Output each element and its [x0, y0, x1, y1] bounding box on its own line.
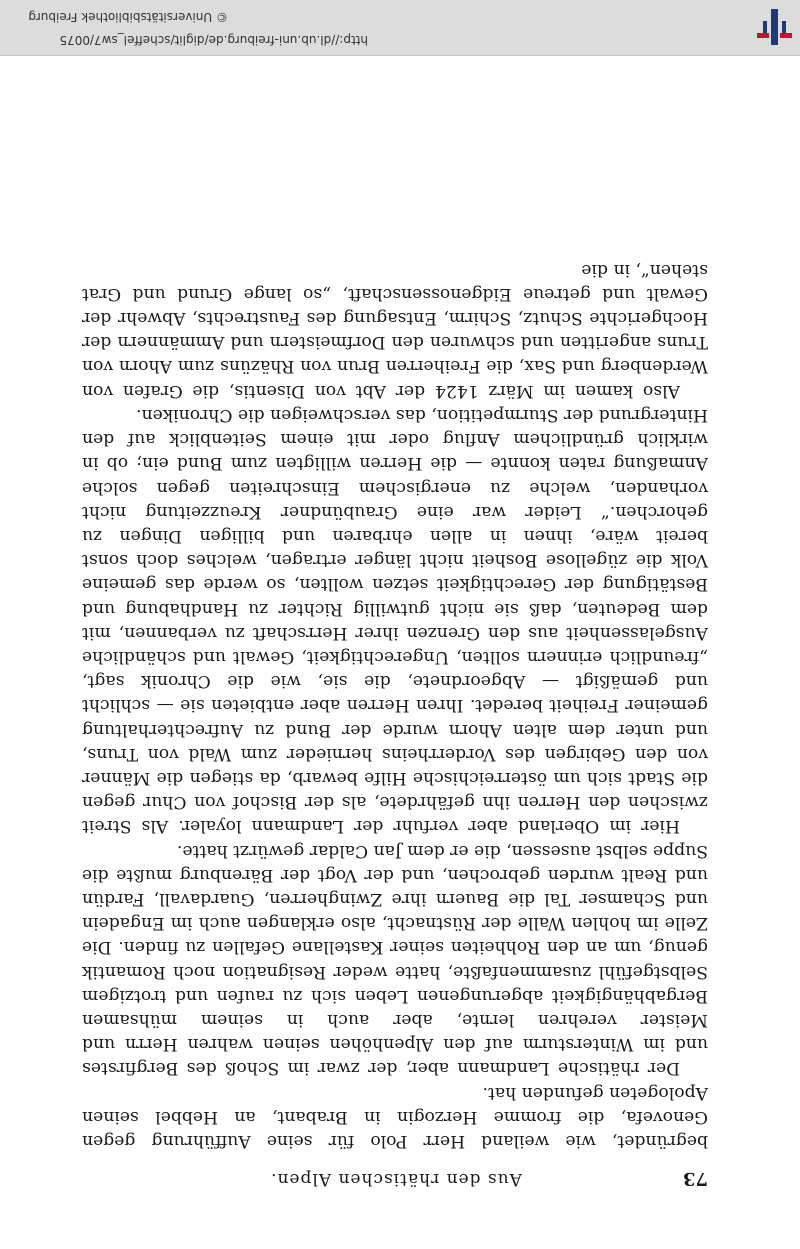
running-head — [84, 1165, 708, 1189]
copyright-notice: © Universitätsbibliothek Freiburg — [28, 10, 228, 24]
viewer-header — [0, 0, 800, 56]
running-title: Aus den rhätischen Alpen. — [270, 1169, 522, 1189]
page-number: 73 — [682, 1168, 708, 1189]
paragraph: Hier im Oberland aber verfuhr der Landmann loyaler. Als Streit zwischen den Herren ihn gefährdete, als der Bischof von Chur gegen die Stadt sich um österreichische Hilfe bewarb, da stiegen die Männer von den Gebirgen des Vorderrheins hernieder zum Wald von Truns, und unter dem alten Ahorn wurde der Bund zu Aufrechterhaltung gemeiner Freiheit beredet. Ihren Herren aber entbieten sie — schlicht und gemäßigt — Abgeordnete, die sie, wie die Chronik sagt, „freundlich erinnern sollten, Ungerechtigkeit, Gewalt und schändliche Ausgelassenheit aus den Grenzen ihrer Herrschaft zu verbannen, mit dem Bedeuten, daß sie nicht gutwillig Richter zu Handhabung und Bestätigung der Gerechtigkeit setzen wollten, so werde das gemeine Volk die zügellose Bosheit nicht länger ertragen, welches doch sonst bereit wäre, ihnen in allen ehrbaren und billigen Dingen zu gehorchen.“ Leider war eine Graubündner Kreuzzeitung nicht vorhanden, welche zu energischem Einschreiten gegen solche Anmaßung raten konnte — die Herren willigten zum Bund ein; ob in wirklich gründlichem Anflug oder mit einem Seitenblick auf den Hintergrund der Sturmpetition, das verschweigen die Chroniken. — [82, 404, 708, 837]
body-text — [82, 257, 708, 1153]
ub-freiburg-logo-icon — [752, 7, 796, 47]
paragraph: Der rhätische Landmann aber, der zwar im Schoß des Bergfirstes und im Wintersturm auf den Alpenhöhen seinen wahren Herrn und Meister verehren lernte, aber auch in seinem mühsamen Bergabhängigkeit abgerungenen Leben sich zu raufen und trotzigem Selbstgefühl zusammenfaßte, hatte weder Resignation noch Romantik genug, um an den Rohheiten seiner Kastellane Gefallen zu finden. Die Zelle im hohlen Walle der Rüstnacht, also erklangen auch im Engadein und Schamser Tal die Bauern ihre Zwingherren, Guardavall, Fardün und Realt wurden gebrochen, und der Vogt der Bärenburg mußte die Suppe selbst ausessen, die er dem Jan Caldar gewürzt hatte. — [82, 840, 708, 1079]
paragraph: begründet, wie weiland Herr Polo für seine Aufführung gegen Genovefa, die fromme Herzogin in Brabant, an Hebbel seinen Apologeten gefunden hat. — [82, 1082, 708, 1151]
paragraph: Also kamen im März 1424 der Abt von Disentis, die Grafen von Werdenberg und Sax, die Freiherren Brun von Rhäzüns zum Ahorn von Truns angeritten und schwuren den Dorfmeistern und Ammännern der Hochgerichte Schutz, Schirm, Entsagung des Faustrechts, Abwehr der Gewalt und getreue Eidgenossenschaft, „so lange Grund und Grat stehen“, in die — [82, 259, 708, 401]
source-url[interactable]: http://dl.ub.uni-freiburg.de/diglit/scheffel_sw7/0075 — [59, 33, 368, 47]
book-page — [0, 56, 800, 1249]
